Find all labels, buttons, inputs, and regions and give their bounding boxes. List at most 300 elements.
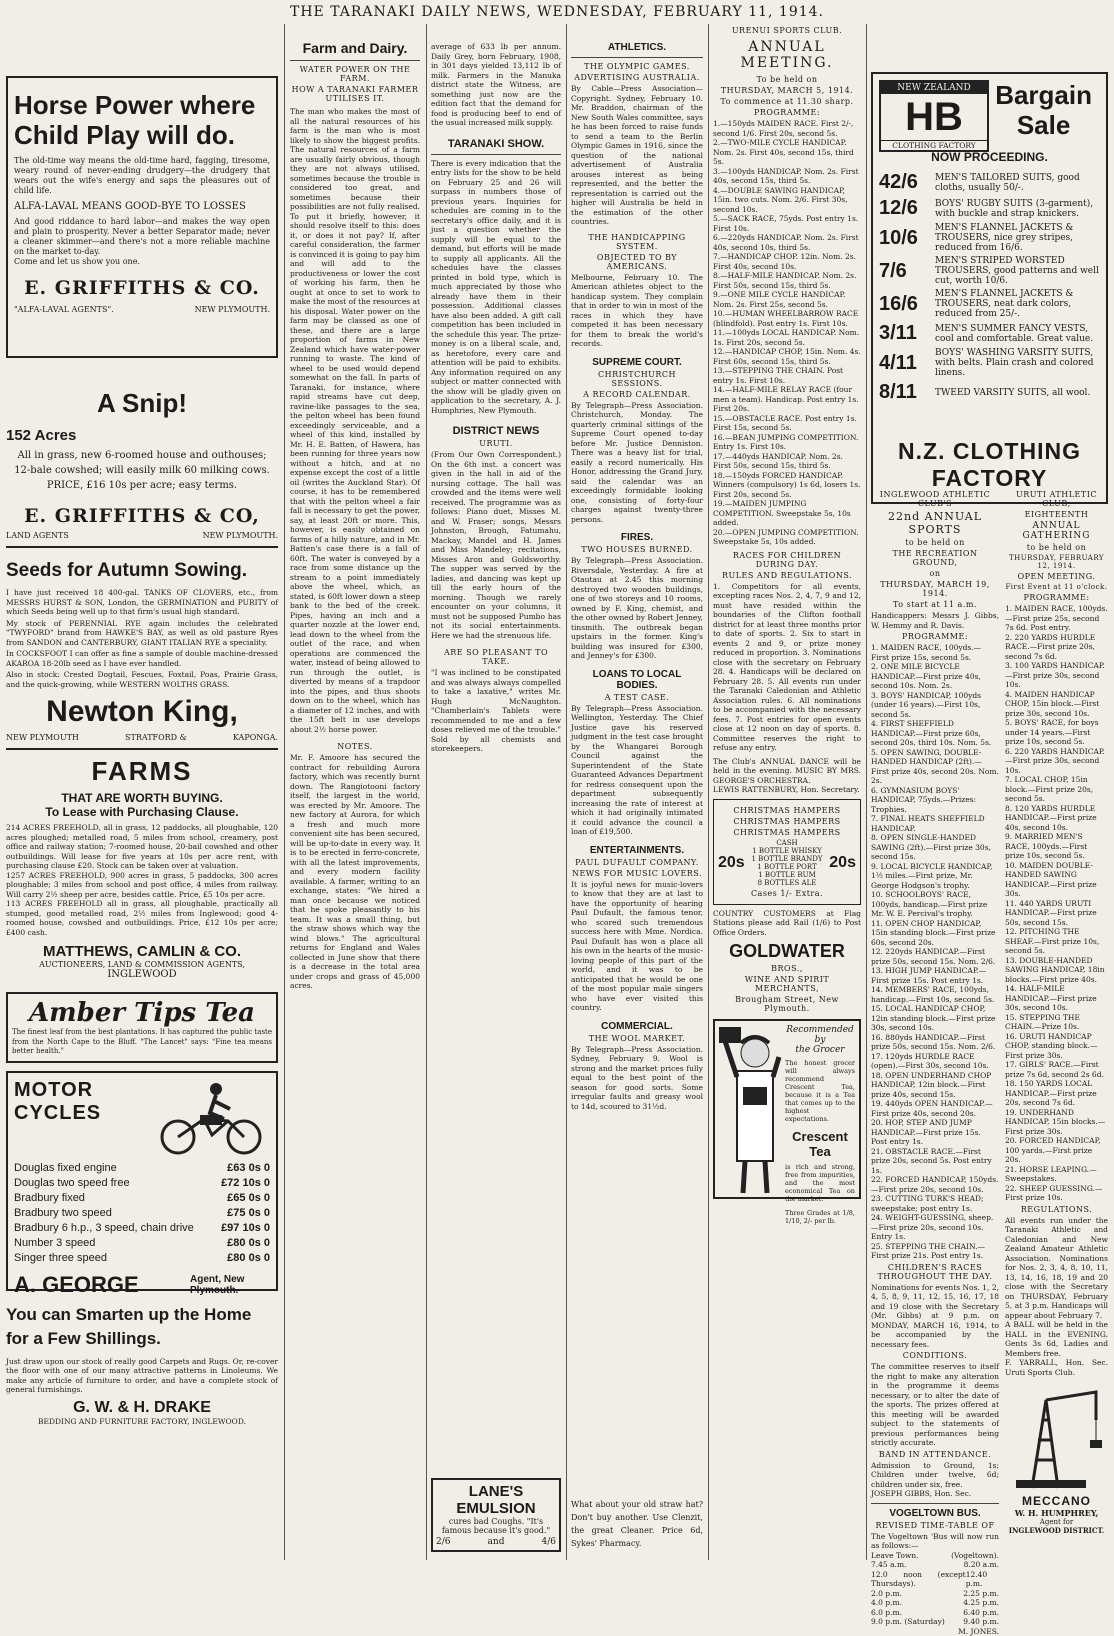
uruti-event: 8. 120 YARDS HURDLE HANDICAP.—First prize 40s, second 10s. [1005, 804, 1108, 833]
farms-l2: 1257 ACRES FREEHOLD, 900 acres in grass, 5 paddocks, 300 acres ploughable; 3 miles from school and post office, 4 miles from railway. Will carry 2½ sheep per acre, besides cattle. Price, £5 10s per acre. [6, 871, 278, 900]
entertainments-head: ENTERTAINMENTS. [571, 845, 703, 856]
bus-return: 6.40 p.m. [963, 1608, 999, 1618]
uruti-event: 7. LOCAL CHOP, 15in block.—First prize 20s, second 5s. [1005, 775, 1108, 804]
tea-grades: Three Grades at 1/8, 1/10, 2/- per lb. [785, 1209, 855, 1225]
motor-title-2: CYCLES [14, 1102, 270, 1125]
uruti-secretary: F. YARRALL, Hon. Sec. Uruti Sports Club. [1005, 1358, 1108, 1377]
hb-item-desc: MEN'S FLANNEL JACKETS & TROUSERS, nice grey stripes, reduced from 16/6. [935, 223, 1100, 253]
urenui-event: 8.—HALF-MILE HANDICAP. Nom. 2s. First 50s, second 15s, third 5s. [713, 271, 861, 290]
farms-ad [6, 756, 278, 980]
athletics-body-2: Melbourne, February 10. The American athletes object to the handicap system. They complain that in order to win in most of the races in which they have competed it has been necessary for them to break the world's records. [571, 273, 703, 349]
uruti-event: 21. HORSE LEAPING.—Sweepstakes. [1005, 1165, 1108, 1184]
snip-firm: E. GRIFFITHS & CO, [6, 505, 278, 527]
bus-row [871, 1617, 999, 1627]
uruti-event: 22. SHEEP GUESSING.—First prize 10s. [1005, 1184, 1108, 1203]
entertainments-sub-b: NEWS FOR MUSIC LOVERS. [571, 869, 703, 878]
column-3 [431, 24, 561, 1560]
urenui-event: 9.—ONE MILE CYCLE HANDICAP. Nom. 2s. First 25s, second 5s. [713, 290, 861, 309]
ingle-event: 24. WEIGHT-GUESSING, sheep.—First prize 20s, second 10s. Entry 1s. [871, 1213, 999, 1242]
uruti-event: 3. 100 YARDS HANDICAP.—First prize 30s, second 10s. [1005, 661, 1108, 690]
hampers-items [752, 847, 823, 887]
meccano-district: INGLEWOOD DISTRICT. [1005, 1526, 1108, 1535]
ingle-title: 22nd ANNUAL SPORTS [871, 510, 999, 536]
entertainments-body: It is joyful news for music-lovers to know that they are at last to have the opportunity of hearing Paul Dufault, the famous tenor, who scored such tremendous success here with Mme. Nordica. Paul Dufault has won a place all his own in the hearts of the music-loving people of this part of the world, and it was to be anticipated that he would be one of the most popular male singers who have ever visited this country. [571, 880, 703, 1013]
ingle-event: 7. FINAL HEATS SHEFFIELD HANDICAP. [871, 814, 999, 833]
crescent-tea-ad [713, 1019, 861, 1199]
paper-name: THE TARANAKI DAILY NEWS, [290, 4, 532, 20]
taranaki-show-head: TARANAKI SHOW. [431, 138, 561, 150]
ad-come: Come and let us show you one. [14, 257, 270, 267]
hb-logo: HB [881, 94, 987, 140]
bus-timetable [871, 1560, 999, 1627]
ingle-event: 18. OPEN UNDERHAND CHOP HANDICAP, 12in block.—First prize 40s, second 15s. [871, 1071, 999, 1100]
bus-depart: 6.0 p.m. [871, 1608, 902, 1618]
meccano-ad [1005, 1380, 1108, 1535]
motor-model: Douglas fixed engine [14, 1161, 117, 1176]
loans-head: LOANS TO LOCAL BODIES. [571, 669, 703, 691]
ingle-event: 20. HOP, STEP AND JUMP HANDICAP.—First prize 15s. Post entry 1s. [871, 1118, 999, 1147]
lanes-emulsion-ad [431, 1478, 561, 1552]
farms-agents: AUCTIONEERS, LAND & COMMISSION AGENTS, [6, 960, 278, 969]
hb-item [879, 197, 1100, 220]
goldwater-name: GOLDWATER [713, 941, 861, 962]
motor-price: £97 10s 0 [221, 1221, 270, 1236]
fires-body: By Telegraph—Press Association. Riversdale, Yesterday. A fire at Otautau at 2.45 this morning destroyed two wooden buildings, one of two storeys and 10 rooms, owned by F. King, chemist, and the other owned by Robert Jenney, tinsmith. The outbreak began upstairs in the former. King's building was insured for £300, and Jenney's for £300. [571, 556, 703, 661]
hb-item-price: 16/6 [879, 293, 935, 316]
hampers-cash: CASH [752, 839, 823, 847]
meccano-title: MECCANO [1005, 1494, 1108, 1508]
amber-body: The finest leaf from the best plantations. It has captured the public taste from the North Cape to the Bluff. "The Lancet" says: "Fine tea means better health." [12, 1028, 272, 1057]
hb-item [879, 381, 1100, 404]
urenui-event: 5.—SACK RACE, 75yds. Post entry 1s. First 10s. [713, 214, 861, 233]
uruti-event: 10. MAIDEN DOUBLE-HANDED SAWING HANDICAP.—First prize 30s. [1005, 861, 1108, 899]
motor-model: Douglas two speed free [14, 1176, 130, 1191]
ingle-event: 25. STEPPING THE CHAIN.—First prize 21s. Post entry 1s. [871, 1242, 999, 1261]
athletics-sub-2b: OBJECTED TO BY AMERICANS. [571, 253, 703, 271]
supreme-court-body: By Telegraph—Press Association. Christchurch, Monday. The quarterly criminal sittings of the Supreme Court opened to-day before Mr. Justice Denniston. There was a heavy list for trial, easily a record numerically. His Honor, addressing the Grand Jury, said the calendar was an exceedingly formidable looking one, consisting of forty-four charges against twenty-three persons. [571, 401, 703, 525]
uruti-l2: THURSDAY, FEBRUARY 12, 1914. [1005, 554, 1108, 570]
ingle-event: 23. CUTTING TURK'S HEAD; sweepstake; post entry 1s. [871, 1194, 999, 1213]
farm-sub-1: WATER POWER ON THE FARM. [290, 65, 420, 83]
col3-body-1: average of 633 lb per annum. Daily Grey, born February, 1908, in 301 days yielded 13,112 lb of milk. Farmers in the Manuka district state the Witness, are something just now are the edition fact that the demand for food is producing beef to end of the usual increased milk supply. [431, 42, 561, 128]
urenui-event: 7.—HANDICAP CHOP. 12in. Nom. 2s. First 40s, second 10s. [713, 252, 861, 271]
loans-body: By Telegraph—Press Association. Wellington, Yesterday. The Chief Justice gave his reserved judgment in the test case brought by the Whangarei Borough Council against the Superintendent of the State Guaranteed Advances Department for redress consequent upon the department subsequently increasing the rate of interest at which it had originally intimated it could advance the council a loan of £19,500. [571, 704, 703, 837]
commercial-sub: THE WOOL MARKET. [571, 1034, 703, 1043]
ingle-l2: THE RECREATION GROUND, [871, 549, 999, 567]
urenui-event: 4.—DOUBLE SAWING HANDICAP, 15in. two cuts. Nom. 2/6. First 30s, second 10s. [713, 186, 861, 215]
commercial-body: By Telegraph—Press Association. Sydney, February 9. Wool is strong and the market prices fully equal to the best point of the season for good sorts. Some irregular faults and greasy wool to 14d, scoured to 31½d. [571, 1045, 703, 1112]
district-news-sub: URUTI. [431, 439, 561, 448]
seeds-p2: My stock of PERENNIAL RYE again includes the celebrated "TWYFORD" brand from HAWKE'S BAY, as well as old pasture Ryes from SANDON and CANTERBURY, GIANT ITALIAN RYE a speciality. [6, 619, 278, 648]
snip-acres: 152 Acres [6, 427, 278, 444]
uruti-event: 13. DOUBLE-HANDED SAWING HANDICAP, 18in blocks.—First prize 40s. [1005, 956, 1108, 985]
bus-return: 8.20 a.m. [964, 1560, 999, 1570]
hb-item-price: 8/11 [879, 381, 935, 404]
emulsion-price-2: 4/6 [542, 1537, 556, 1547]
uruti-event: 5. BOYS' RACE, for boys under 14 years.—First prize 10s, second 5s. [1005, 718, 1108, 747]
hb-item-desc: TWEED VARSITY SUITS, all wool. [935, 388, 1100, 398]
seeds-p3: In COCKSFOOT I can offer as fine a sample of double machine-dressed AKAROA 18-20lb seed as I have ever handled. [6, 649, 278, 668]
seeds-ad [6, 560, 278, 742]
uruti-event: 4. MAIDEN HANDICAP CHOP, 15in block.—First prize 30s, second 10s. [1005, 690, 1108, 719]
emulsion-l2: famous because it's good." [436, 1526, 556, 1535]
uruti-reg-head: REGULATIONS. [1005, 1205, 1108, 1214]
athletics-sub-1: THE OLYMPIC GAMES. [571, 62, 703, 71]
ingle-l1: to be held on [871, 538, 999, 547]
uruti-event: 11. 440 YARDS URUTI HANDICAP.—First prize 50s, second 15s. [1005, 899, 1108, 928]
grocer-illustration-icon [719, 1027, 783, 1195]
urenui-event: 3.—100yds HANDICAP. Nom. 2s. First 40s, second 15s, third 5s. [713, 167, 861, 186]
hb-item [879, 171, 1100, 194]
motor-row [14, 1191, 270, 1206]
urenui-event: 2.—TWO-MILE CYCLE HANDICAP. Nom. 2s. First 40s, second 15s, third 5s. [713, 138, 861, 167]
ingle-noms: Nominations for events Nos. 1, 2, 4, 5, 8, 9, 11, 12, 15, 16, 17, 18 and 19 close with the Secretary (Mr. Gibbs) at 9 p.m. on MONDAY, MARCH 16, 1914, to be accompanied by the necessary fees. [871, 1283, 999, 1350]
motor-row [14, 1176, 270, 1191]
ad-agents: "ALFA-LAVAL AGENTS". [14, 305, 114, 314]
tea-name: Crescent Tea [785, 1129, 855, 1159]
snip-price: PRICE, £16 10s per acre; easy terms. [6, 478, 278, 493]
farms-firm: MATTHEWS, CAMLIN & CO. [6, 943, 278, 960]
column-4 [571, 24, 703, 1560]
urenui-event: 17.—440yds HANDICAP. Nom. 2s. First 50s, second 15s, third 5s. [713, 452, 861, 471]
hb-now: NOW PROCEEDING. [873, 150, 1106, 164]
ingle-event: 1. MAIDEN RACE, 100yds.—First prize 15s, second 5s. [871, 643, 999, 662]
hb-item [879, 223, 1100, 253]
hb-bottom: N.Z. CLOTHING FACTORY [873, 438, 1106, 492]
hamper-item: 1 BOTTLE WHISKY [752, 847, 823, 855]
goldwater-bros: BROS., [713, 964, 861, 973]
hampers-ad [713, 799, 861, 905]
hamper-item: 8 BOTTLES ALE [752, 879, 823, 887]
supreme-court-sub: CHRISTCHURCH SESSIONS. [571, 370, 703, 388]
snip-town: NEW PLYMOUTH. [203, 531, 278, 540]
urenui-event: 20.—OPEN JUMPING COMPETITION. Sweepstake 5s, 10s added. [713, 528, 861, 547]
bus-owner: M. JONES. [871, 1627, 999, 1636]
uruti-programme [1005, 604, 1108, 1203]
urenui-l2: THURSDAY, MARCH 5, 1914. [713, 86, 861, 95]
snip-title: A Snip! [6, 388, 278, 419]
bus-return: 2.25 p.m. [963, 1589, 999, 1599]
athletics-body-1: By Cable—Press Association—Copyright. Sydney, February 10. Mr. Braddon, chairman of the New South Wales committee, says he has been forced to raise funds to send a team to the Berlin Olympic Games in 1916, since the question of the national advertisement of Australia arouses interest as being represented, and the better the representation is carried out the higher will Australia be held in the estimation of the other countries. [571, 84, 703, 227]
ad-slogan: ALFA-LAVAL MEANS GOOD-BYE TO LOSSES [14, 201, 270, 212]
emulsion-price-1: 2/6 [436, 1537, 450, 1547]
ingle-cond: The committee reserves to itself the right to make any alteration in the programme it deems necessary, or to alter the date of the sports. The prizes offered at this meeting will be awarded subject to the statements of previous performances being strictly accurate. [871, 1362, 999, 1448]
hampers-price-right: 20s [829, 854, 856, 872]
snip-agents: LAND AGENTS [6, 531, 69, 540]
urenui-programme [713, 119, 861, 547]
ingle-l4: THURSDAY, MARCH 19, 1914. [871, 580, 999, 598]
ingle-prog-head: PROGRAMME: [871, 632, 999, 641]
meccano-agent-for: Agent for [1005, 1518, 1108, 1526]
uruti-gathering [1005, 488, 1108, 1377]
fires-head: FIRES. [571, 532, 703, 543]
uruti-event: 6. 220 YARDS HANDICAP.—First prize 30s, second 10s. [1005, 747, 1108, 776]
hb-bargain-ad [871, 72, 1108, 504]
ingle-l5: To start at 11 a.m. [871, 600, 999, 609]
urenui-event: 11.—100yds LOCAL HANDICAP. Nom. 1s. First 20s, second 5s. [713, 328, 861, 347]
bus-row [871, 1589, 999, 1599]
farms-sub1: THAT ARE WORTH BUYING. [6, 791, 278, 805]
farms-l3: 113 ACRES FREEHOLD all in grass, all ploughable, practically all stumped, good metalled road, 2½ miles from Inglewood; good 4-roomed house, cowshed and outbuildings. Price, £12 10s per acre; £400 cash. [6, 899, 278, 937]
hamper-item: 1 BOTTLE BRANDY [752, 855, 823, 863]
drake-body: Just draw upon our stock of really good Carpets and Rugs. Or, re-cover the floor with one of our many attractive patterns in Linoleums. We make any article of furniture to order, and have a complete stock of general furnishings. [6, 1357, 278, 1395]
motor-price-list [14, 1161, 270, 1266]
urenui-event: 18.—150yds FORCED HANDICAP. Winners (compulsory) 1s 6d, losers 1s. First 20s, second 5s. [713, 471, 861, 500]
tea-body-2: is rich and strong, free from impurities, and the most economical Tea on the market. [785, 1163, 855, 1203]
pleasant-head: ARE SO PLEASANT TO TAKE. [431, 648, 561, 666]
urenui-event: 16.—BEAN JUMPING COMPETITION. Entry 1s. First 10s. [713, 433, 861, 452]
motor-model: Singer three speed [14, 1251, 107, 1266]
meccano-agent-name: W. H. HUMPHREY, [1005, 1508, 1108, 1518]
tea-rec-1: Recommended by [785, 1025, 855, 1045]
ingle-event: 14. MEMBERS' RACE, 100yds, handicap.—First 10s, second 5s. [871, 985, 999, 1004]
ad-body: The old-time way means the old-time hard, fagging, tiresome, weary round of never-ending drudgery—the drudgery that wears out the wife's energy and saps the pleasures out of child life. [14, 156, 270, 196]
pleasant-body: "I was inclined to be constipated and was always always compelled to take a laxative," writes Mr. Hugh McNaughton. "Chamberlain's Tablets were recommended to me and a few doses relieved me of the trouble." Sold by all chemists and storekeepers. [431, 668, 561, 754]
ad-headline: Horse Power where [14, 90, 270, 120]
bus-depart: 12.0 noon (except Thursdays). [871, 1570, 966, 1589]
ingle-event: 8. OPEN SINGLE-HANDED SAWING (2ft).—First prize 30s, second 15s. [871, 833, 999, 862]
masthead [0, 4, 1114, 20]
farms-town: INGLEWOOD [6, 969, 278, 980]
bus-col-2: (Vogeltown). [951, 1551, 999, 1561]
uruti-eighteenth: EIGHTEENTH [1005, 510, 1108, 519]
urenui-l1: To be held on [713, 75, 861, 84]
tea-body: The honest grocer will always recommend Crescent Tea, because it is a Tea that comes up to the highest expectations. [785, 1059, 855, 1123]
entertainments-sub: PAUL DUFAULT COMPANY. [571, 858, 703, 867]
inglewood-sports [871, 488, 999, 1636]
uruti-l3: First Event at 11 o'clock. [1005, 583, 1108, 591]
bus-sub: REVISED TIME-TABLE OF [871, 1521, 999, 1530]
column-2 [290, 24, 420, 1560]
urenui-rules: 1. Competitors for all events, excepting races Nos. 2, 4, 7, 9 and 12, must have resided within the boundaries of the Clifton football district for at least three months prior to date of sports. 2. Six to start in events 2 and 9, or prize money reduced in proportion. 3. Nominations close with the secretary on February 28. 4. Handicaps will be declared on February 28. 5. All events run under the Taranaki Caledonian and Athletic Association rules. 6. All nominations to be accompanied with the necessary fees. 7. Post entries for open events close at 12 noon on day of sports. 8. Committee reserves the right to refuse any entry. [713, 582, 861, 753]
ingle-event: 19. 440yds OPEN HANDICAP.—First prize 40s, second 20s. [871, 1099, 999, 1118]
ingle-event: 2. ONE MILE BICYCLE HANDICAP.—First prize 40s, second 10s. Nom. 2s. [871, 662, 999, 691]
farms-sub2: To Lease with Purchasing Clause. [6, 805, 278, 819]
emulsion-sep: and [488, 1537, 505, 1547]
uruti-event: 20. FORCED HANDICAP, 100 yards.—First prize 20s. [1005, 1136, 1108, 1165]
ingle-event: 11. OPEN CHOP HANDICAP, 15in standing block.—First prize 60s, second 20s. [871, 919, 999, 948]
hb-item-list [879, 168, 1100, 407]
alfa-laval-ad [6, 76, 278, 358]
hb-item [879, 289, 1100, 319]
uruti-event: 18. 150 YARDS LOCAL HANDICAP.—First prize 20s, second 7s 6d. [1005, 1079, 1108, 1108]
bus-row [871, 1608, 999, 1618]
amber-tips-ad [6, 992, 278, 1063]
hb-item-price: 3/11 [879, 322, 935, 345]
loans-sub: A TEST CASE. [571, 693, 703, 702]
seeds-p1: I have just received 18 400-gal. TANKS OF CLOVERS, etc., from MESSRS HURST & SON, London, the GERMINATION and PURITY of which Seeds being well up to that firm's usual high standard. [6, 588, 278, 617]
hb-item-price: 10/6 [879, 227, 935, 250]
hb-item-price: 7/6 [879, 260, 935, 283]
urenui-rules-head: RULES AND REGULATIONS. [713, 571, 861, 580]
urenui-event: 1.—150yds MAIDEN RACE. First 2/-, second 1/6. First 20s, second 5s. [713, 119, 861, 138]
drake-title-1: You can Smarten up the Home [6, 1303, 278, 1327]
uruti-l1: to be held on [1005, 543, 1108, 552]
motor-price: £72 10s 0 [221, 1176, 270, 1191]
sykes-ad: What about your old straw hat? Don't buy another. Use Clenzit, the great Cleaner. Price 6d, Sykes' Pharmacy. [571, 1498, 703, 1550]
farm-dairy-head: Farm and Dairy. [290, 40, 420, 56]
hb-item-desc: BOYS' RUGBY SUITS (3-garment), with buckle and strap knickers. [935, 199, 1100, 219]
ingle-handicappers: Handicappers: Messrs J. Gibbs, W. Hemmy and R. Davis. [871, 611, 999, 630]
hampers-h3: CHRISTMAS HAMPERS [718, 828, 856, 837]
ingle-l3: on [871, 569, 999, 578]
hb-title-1: Bargain [995, 80, 1092, 110]
notes-head: NOTES. [290, 742, 420, 751]
seeds-title: Seeds for Autumn Sowing. [6, 560, 278, 582]
ingle-cond-head: CONDITIONS. [871, 1351, 999, 1360]
ingle-event: 22. FORCED HANDICAP, 150yds.—First prize 20s, second 10s. [871, 1175, 999, 1194]
hb-item-desc: MEN'S FLANNEL JACKETS & TROUSERS, neat dark colors, reduced from 25/-. [935, 289, 1100, 319]
issue-date: WEDNESDAY, FEBRUARY 11, 1914. [537, 4, 824, 20]
ingle-event: 16. 880yds HANDICAP.—First prize 50s, second 15s. Nom. 2/6. [871, 1033, 999, 1052]
uruti-event: 1. MAIDEN RACE, 100yds.—First prize 25s, second 7s 6d. Post entry. [1005, 604, 1108, 633]
athletics-sub-2: THE HANDICAPPING SYSTEM. [571, 233, 703, 251]
goldwater-addr: Brougham Street, New Plymouth. [713, 995, 861, 1013]
hb-nz: NEW ZEALAND [881, 82, 987, 94]
motor-model: Bradbury two speed [14, 1206, 112, 1221]
fires-sub: TWO HOUSES BURNED. [571, 545, 703, 554]
emulsion-title: LANE'S EMULSION [436, 1483, 556, 1517]
urenui-prog-head: PROGRAMME: [713, 108, 861, 117]
bus-depart: 7.45 a.m. [871, 1560, 906, 1570]
urenui-club: URENUI SPORTS CLUB. [713, 26, 861, 35]
ad-firm: E. GRIFFITHS & CO. [14, 277, 270, 299]
motor-row [14, 1251, 270, 1266]
urenui-event: 15.—OBSTACLE RACE. Post entry 1s. First 15s, second 5s. [713, 414, 861, 433]
uruti-title: ANNUAL GATHERING [1005, 521, 1108, 541]
notes-body: Mr. F. Amoore has secured the contract for rebuilding Aurora factory, which was recently burnt down. The Rangiotooni factory itself, the largest in the world, was erected by Mr. Amoore. The new factory at Aurora, for which a fresh and much more convenient site has been secured, will be up-to-date in every way. It is to be erected in ferro-concrete, with all the latest improvements, and every modern facility available. A farmer, writing to an exchange, states: "We hired a man once because we noticed that he spoke pleasantly to his team. It was a small thing, but the straw shows which way the wind blows." The agricultural returns for England and Wales collected in June show that there is a decrease in the total area under crops and grass of 45,000 acres. [290, 753, 420, 991]
hb-title-2: Sale [995, 110, 1092, 140]
column-1 [6, 24, 278, 1560]
ad-headline-2: Child Play will do. [14, 120, 270, 150]
drake-ad [6, 1303, 278, 1426]
motor-row [14, 1161, 270, 1176]
ingle-event: 10. SCHOOLBOYS' RACE, 100yds, handicap.—First prize Mr. W. E. Percival's trophy. [871, 890, 999, 919]
drake-title-2: for a Few Shillings. [6, 1327, 278, 1351]
district-news-head: DISTRICT NEWS [431, 425, 561, 437]
bus-return: 12.40 p.m. [966, 1570, 999, 1589]
athletics-sub-1b: ADVERTISING AUSTRALIA. [571, 73, 703, 82]
column-6 [871, 24, 1108, 1560]
athletics-head: ATHLETICS. [571, 42, 703, 53]
uruti-club: URUTI ATHLETIC CLUB, [1005, 490, 1108, 508]
farm-sub-2: HOW A TARANAKI FARMER UTILISES IT. [290, 85, 420, 103]
seeds-town-2: STRATFORD & [125, 733, 187, 742]
motor-title-1: MOTOR [14, 1079, 270, 1102]
seeds-town-3: KAPONGA. [233, 733, 278, 742]
urenui-event: 19.—MAIDEN JUMPING COMPETITION. Sweepstake 5s, 10s added. [713, 499, 861, 528]
commercial-head: COMMERCIAL. [571, 1021, 703, 1032]
bus-row [871, 1598, 999, 1608]
hb-item-desc: MEN'S STRIPED WORSTED TROUSERS, good patterns and well cut, worth 10/6. [935, 256, 1100, 286]
urenui-event: 6.—220yds HANDICAP. Nom. 2s. First 40s, second 10s, third 5s. [713, 233, 861, 252]
ingle-event: 4. FIRST SHEFFIELD HANDICAP.—First prize 60s, second 20s, third 10s. Nom. 5s. [871, 719, 999, 748]
farms-l1: 214 ACRES FREEHOLD, all in grass, 12 paddocks, all ploughable, 120 acres ploughed; metalled road, 5 miles from school, creamery, post office and railway station; 7-roomed house, 20-bail cowshed and other outbuildings. Will lease for five years at 10s per acre rent, with purchasing clause £20. Stock can be taken over at valuation. [6, 823, 278, 871]
urenui-event: 13.—STEPPING THE CHAIN. Post entry 1s. First 10s. [713, 366, 861, 385]
snip-ad [6, 388, 278, 540]
snip-l2: 12-bale cowshed; will easily milk 60 milking cows. [6, 463, 278, 478]
hampers-h1: CHRISTMAS HAMPERS [718, 806, 856, 815]
uruti-event: 16. URUTI HANDICAP CHOP, standing block.—First prize 30s. [1005, 1032, 1108, 1061]
ingle-band: BAND IN ATTENDANCE. [871, 1450, 999, 1459]
hb-item-price: 12/6 [879, 197, 935, 220]
bus-row [871, 1570, 999, 1589]
supreme-court-sub-b: A RECORD CALENDAR. [571, 390, 703, 399]
ingle-admission: Admission to Ground, 1s; Children under twelve, 6d; children under six, free. [871, 1461, 999, 1490]
district-news-body: (From Our Own Correspondent.) On the 6th inst. a concert was given in the hall in aid of the nursing cottage. The hall was crowded and the items were well received. The programme was as follows: Piano duet, Misses M. and W. Fraser; songs, Messrs Johnston, Brough, Fatumahu, Mackay, Mandel and H. James and Miss Mandeley; recitations, Misses Aron and Goldsworthy. The supper was served by the ladies, and dancing was kept up till the early hours of the morning. Though we rarely encounter on your columns, it must not be supposed Pumbo has not its social entertainments. Here we had the strenuous life. [431, 450, 561, 640]
bus-depart: 4.0 p.m. [871, 1598, 902, 1608]
ingle-event: 13. HIGH JUMP HANDICAP.—First prize 15s. Post entry 1s. [871, 966, 999, 985]
bus-depart: 9.0 p.m. (Saturday) [871, 1617, 945, 1627]
snip-l1: All in grass, new 6-roomed house and outhouses; [6, 448, 278, 463]
motor-price: £63 0s 0 [227, 1161, 270, 1176]
hb-item-price: 42/6 [879, 171, 935, 194]
urenui-event: 10.—HUMAN WHEELBARROW RACE (blindfold). Post entry 1s. First 10s. [713, 309, 861, 328]
uruti-event: 15. STEPPING THE CHAIN.—Prize 10s. [1005, 1013, 1108, 1032]
hb-item [879, 322, 1100, 345]
ad-body-2: And good riddance to hard labor—and makes the way open and plain to prosperity. Never a better Separator made; never a cleaner skimmer—and there's not a more reliable machine on the market to-day. [14, 217, 270, 257]
motor-cycles-ad [6, 1071, 278, 1291]
motor-model: Bradbury fixed [14, 1191, 85, 1206]
supreme-court-head: SUPREME COURT. [571, 357, 703, 368]
ingle-secretary: JOSEPH GIBBS, Hon. Sec. [871, 1489, 999, 1499]
ad-town: NEW PLYMOUTH. [195, 305, 270, 314]
uruti-event: 14. HALF-MILE HANDICAP.—First prize 30s, second 10s. [1005, 984, 1108, 1013]
motor-price: £65 0s 0 [227, 1191, 270, 1206]
ingle-event: 3. BOYS' HANDICAP, 100yds (under 16 years).—First 10s, second 5s. [871, 691, 999, 720]
taranaki-show-body: There is every indication that the entry lists for the show to be held on February 25 and 26 will surpass in numbers those of previous years. Inquiries for schedules are coming in to the secretary's office daily, and it is just a question whether the supply will be equal to the demand, but efforts will be made to supply all applicants. All the schedules have the classes printed in bold type, which is much appreciated by those who already have them in their possession. Additional classes have also been added. A gift call competition has been included in the schedule this year. The prize-money is on a liberal scale, and, as heretofore, every care and attention will be paid to exhibits. Any information required on any subject or matter connected with the show will be gladly given on application to the secretary, A. J. Humphries, New Plymouth. [431, 159, 561, 416]
ingle-event: 17. 120yds HURDLE RACE (open).—First 30s, second 10s. [871, 1052, 999, 1071]
uruti-event: 2. 220 YARDS HURDLE RACE.—First prize 20s, second 7s 6d. [1005, 633, 1108, 662]
tea-rec-2: the Grocer [785, 1045, 855, 1055]
motor-price: £75 0s 0 [227, 1206, 270, 1221]
urenui-l3: To commence at 11.30 sharp. [713, 97, 861, 106]
bus-return: 4.25 p.m. [963, 1598, 999, 1608]
motor-price: £80 0s 0 [227, 1251, 270, 1266]
uruti-event: 19. UNDERHAND HANDICAP, 15in blocks.—First prize 30s. [1005, 1108, 1108, 1137]
hb-item [879, 348, 1100, 378]
urenui-ball: The Club's ANNUAL DANCE will be held in the evening. MUSIC BY MRS. GEORGE'S ORCHESTRA. [713, 757, 861, 786]
seeds-p4: Also in stock: Crested Dogtail, Fescues, Foxtail, Poas, Prairie Grass, and the quick-growing, while WESTERN WOLTHS GRASS. [6, 670, 278, 689]
uruti-event: 9. MARRIED MEN'S RACE, 100yds.—First prize 10s, second 5s. [1005, 832, 1108, 861]
uruti-ball: A BALL will be held in the HALL in the EVENING. Gents 3s 6d, Ladies and Members free. [1005, 1320, 1108, 1358]
hampers-cases: Cases 1/- Extra. [718, 889, 856, 898]
hamper-item: 1 BOTTLE RUM [752, 871, 823, 879]
hb-item-desc: BOYS' WASHING VARSITY SUITS, with belts. Plain crash and colored linens. [935, 348, 1100, 378]
bus-col-1: Leave Town. [871, 1551, 919, 1561]
ingle-event: 12. 220yds HANDICAP.—First prize 50s, second 15s. Nom. 2/6. [871, 947, 999, 966]
urenui-event: 12.—HANDICAP CHOP, 15in. Nom. 4s. First 60s, second 15s, third 5s. [713, 347, 861, 366]
hampers-price-left: 20s [718, 854, 745, 872]
ingle-event: 15. LOCAL HANDICAP CHOP, 12in standing block.—First prize 30s, second 10s. [871, 1004, 999, 1033]
hamper-item: 1 BOTTLE PORT [752, 863, 823, 871]
farms-title: FARMS [6, 756, 278, 787]
farm-body: The man who makes the most of all the natural resources of his farm is the man who is most likely to show the biggest profits. The natural resources of a farm are usually fairly obvious, though they are not always utilised, sometimes because the trouble is considered too great, and sometimes because their possibilities are not fully realised. To put it briefly, however, it should resolve itself to this: does it, or does it not pay? If, after careful consideration, the farmer is convinced it is going to pay him and will add to the productiveness or lower the cost of working his farm, then he ought at once to set to work to make the most of the resources at his disposal. Water power on the farm may be classed as one of these, and there are a large proportion of farms in New Zealand which have water-power running to waste. The kind of wheel to be used would depend somewhat on the fall. In parts of Taranaki, for instance, where rapid streams have cut deep, ravine-like passages to the sea, the pelton wheel has been found exceedingly serviceable, and a wheel of this kind, installed by Mr. H. E. Batten, of Hawera, has been running for three years now without a hitch, and at no expense except the cost of a little oil (writes the Auckland Star). Of course, it has to be remembered that with the pelton wheel a fair fall is necessary to get the power, say, at least 20ft or more. This, however, is easily obtained on farms of a hilly nature, and in Mr. Batten's case there is a fall of 60ft. The water is conveyed by a race from some distance up the stream to a point immediately above the wheel, which, as stated, is 60ft lower down a steep bank to the bed of the creek. Pipes, having an inch and a quarter nozzle at the lower end, lead down to the wheel from the outlet of the race, and when operations are commenced the water, instead of being allowed to run through the outlet, is diverted by means of a trapdoor into the pipes, and thus shoots down on to the wheel, which has a diameter of 12 inches, and with the 15ft belt in use develops about 2½ horse power. [290, 107, 420, 734]
urenui-event: 14.—HALF-MILE RELAY RACE (four men a team). Handicap. Post entry 1s. First 20s. [713, 385, 861, 414]
seeds-town-1: NEW PLYMOUTH [6, 733, 79, 742]
uruti-event: 17. GIRLS' RACE.—First prize 7s 6d, second 2s 6d. [1005, 1060, 1108, 1079]
uruti-prog-head: PROGRAMME: [1005, 593, 1108, 602]
motor-row [14, 1221, 270, 1236]
motor-row [14, 1206, 270, 1221]
ingle-event: 21. OBSTACLE RACE.—First prize 20s, second 5s. Post entry 1s. [871, 1147, 999, 1176]
column-5 [713, 24, 861, 1560]
ingle-children: CHILDREN'S RACES THROUGHOUT THE DAY. [871, 1263, 999, 1281]
goldwater-desc: WINE AND SPIRIT MERCHANTS, [713, 975, 861, 993]
ingle-programme [871, 643, 999, 1261]
hampers-country: COUNTRY CUSTOMERS at Flag Stations please add Rail (1/6) to Post Office Orders. [713, 909, 861, 938]
uruti-event: 12. PITCHING THE SHEAF.—First prize 10s, second 5s. [1005, 927, 1108, 956]
